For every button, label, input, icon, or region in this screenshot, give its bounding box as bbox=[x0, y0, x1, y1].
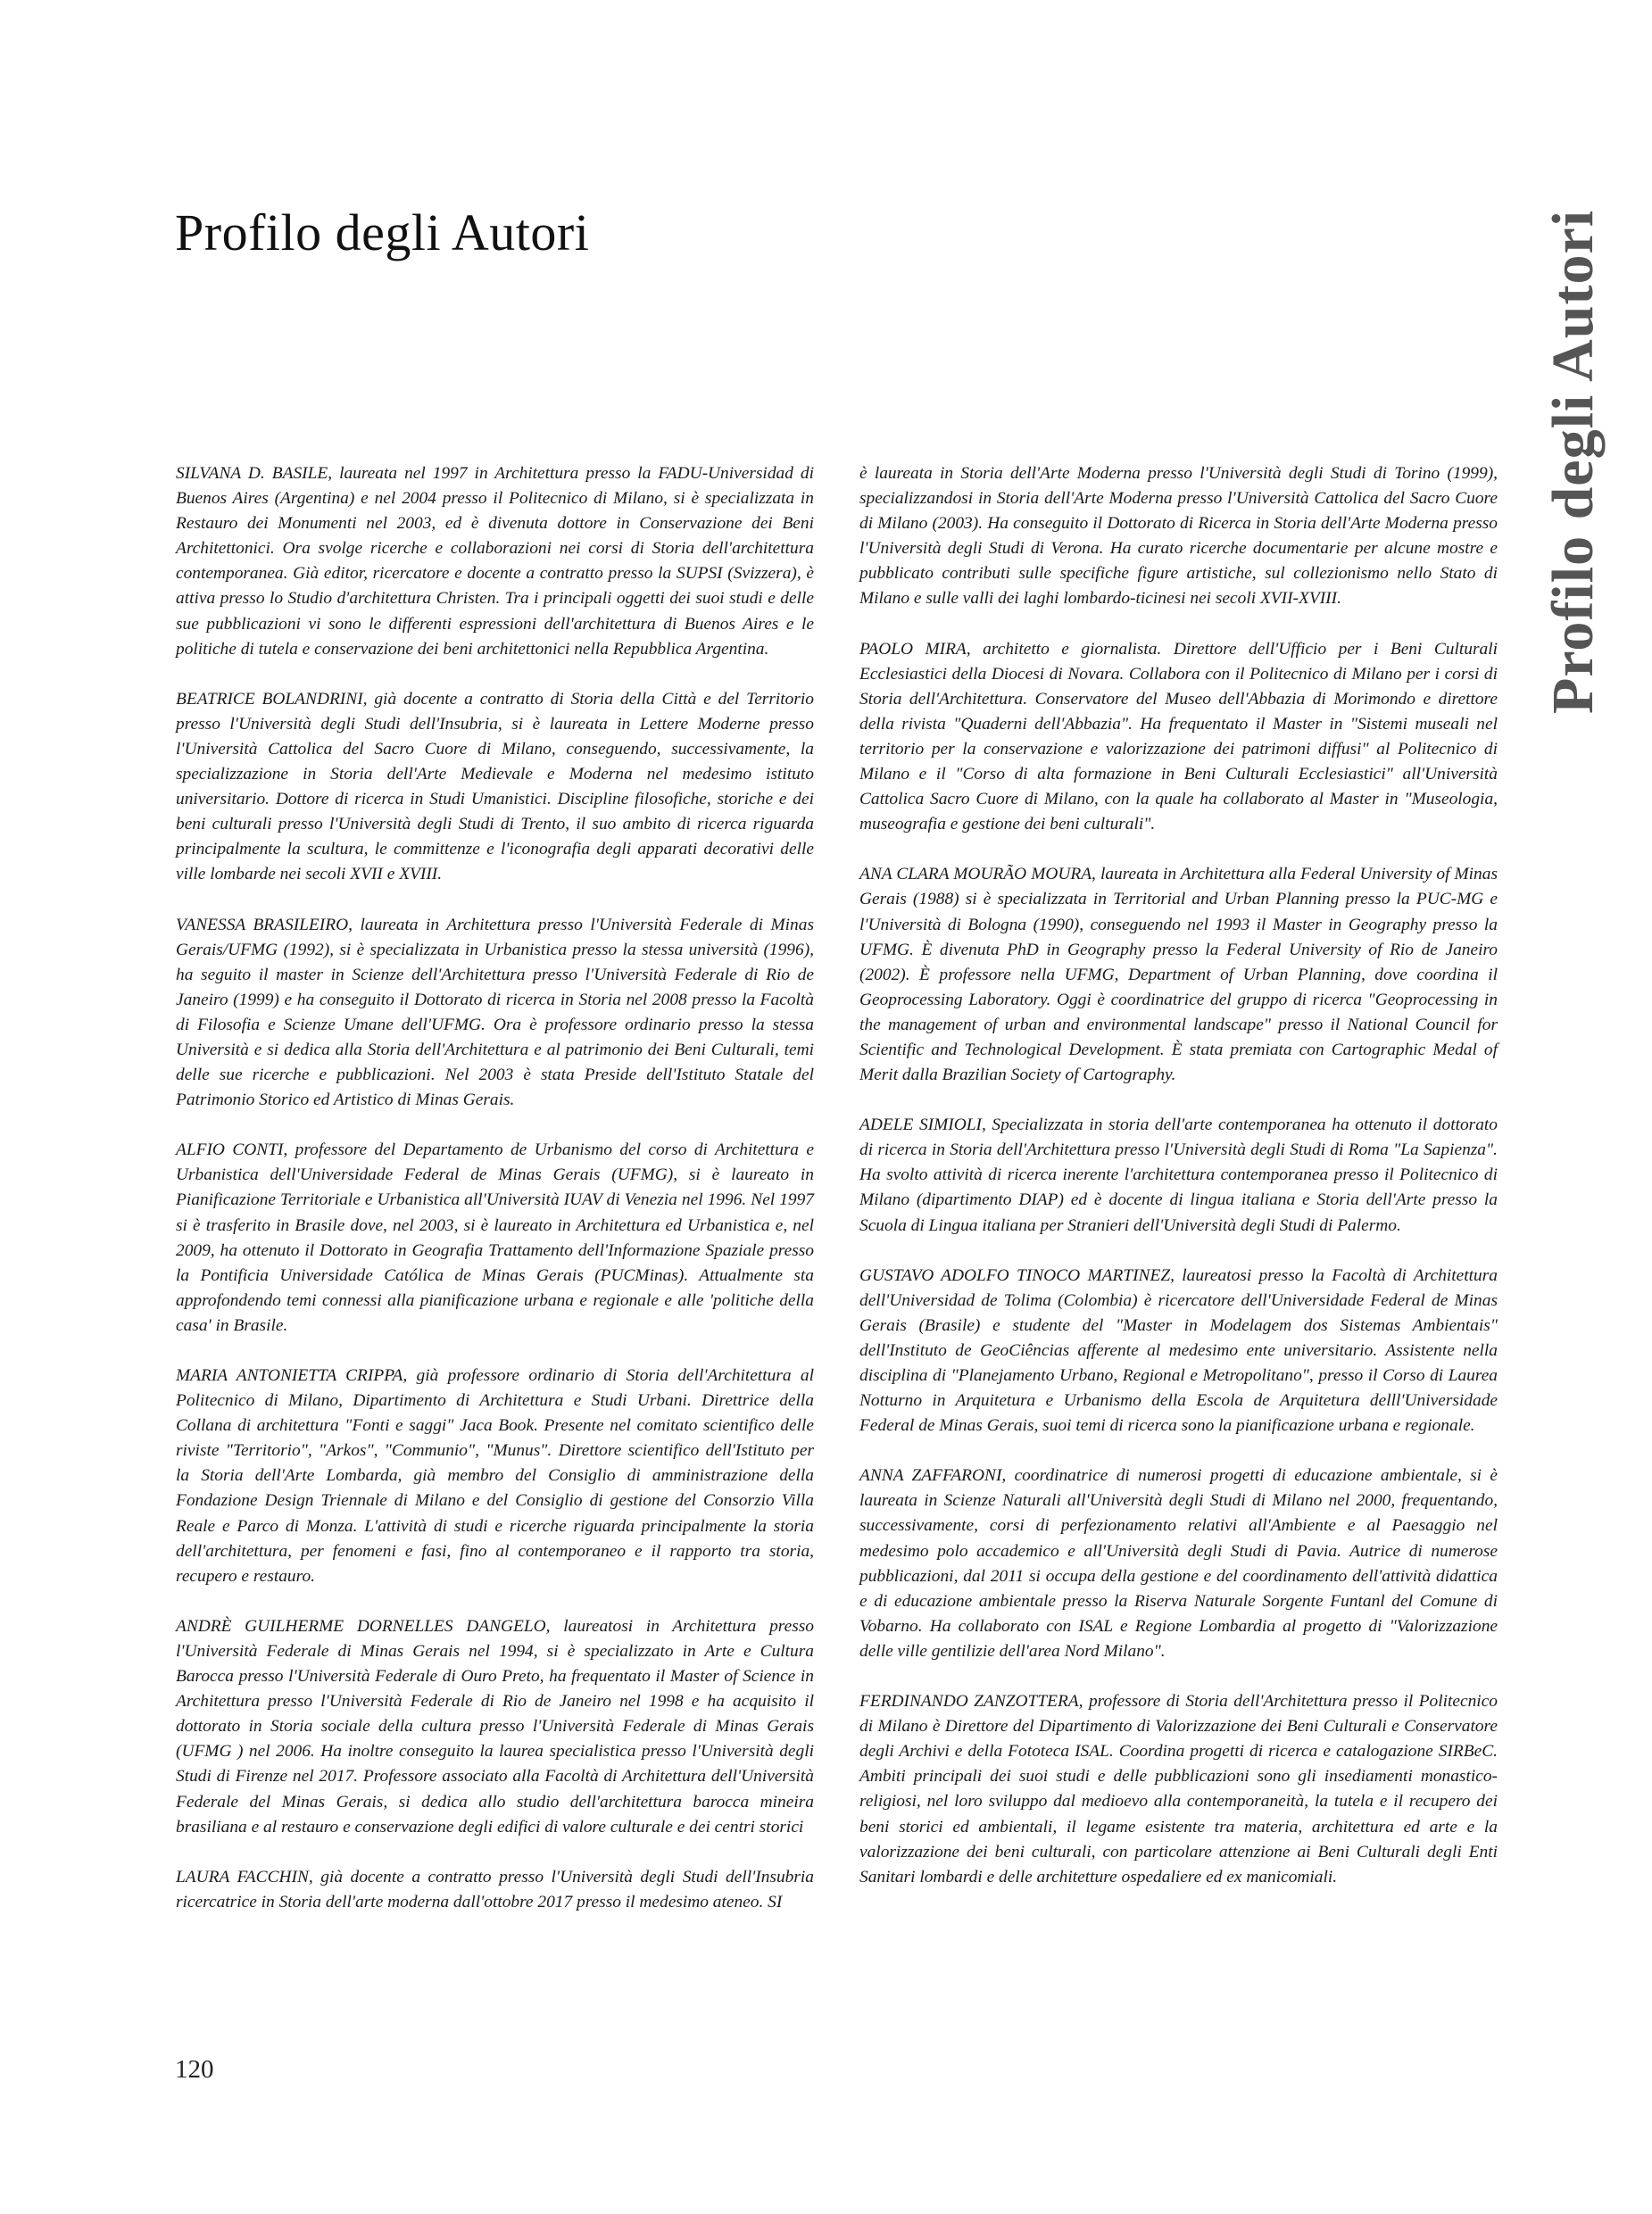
author-bio: FERDINANDO ZANZOTTERA, professore di Storia dell'Architettura presso il Politecnico di Milano è Direttore del Dipartimento di Valorizzazione dei Beni Culturali e Conservatore degli Archivi e della Fototeca ISAL. Coordina progetti di ricerca e catalogazione SIRBeC. Ambiti principali dei suoi studi e delle pubblicazioni sono gli insediamenti monastico-religiosi, nel loro sviluppo dal medioevo alla contemporaneità, la tutela e il recupero dei beni storici ed ambientali, il legame esistente tra materia, architettura ed arte e la valorizzazione dei beni culturali, con particolare attenzione ai Beni Culturali degli Enti Sanitari lombardi e delle architetture ospedaliere ed ex manicomiali. bbox=[859, 1692, 1498, 1886]
author-bio: ALFIO CONTI, professore del Departamento de Urbanismo del corso di Architettura e Urbanistica dell'Universidade Federal de Minas Gerais (UFMG), si è laureato in Pianificazione Territoriale e Urbanistica all'Università IUAV di Venezia nel 1996. Nel 1997 si è trasferito in Brasile dove, nel 2003, si è laureato in Architettura ed Urbanistica e, nel 2009, ha ottenuto il Dottorato in Geografia Trattamento dell'Informazione Spaziale presso la Pontificia Universidade Católica de Minas Gerais (PUCMinas). Attualmente sta approfondendo temi connessi alla pianificazione urbana e regionale e alle 'politiche della casa' in Brasile. bbox=[176, 1140, 814, 1335]
side-running-title: Profilo degli Autori bbox=[1540, 209, 1606, 714]
author-bio: LAURA FACCHIN, già docente a contratto presso l'Università degli Studi dell'Insubria ricercatrice in Storia dell'arte moderna dall'ottobre 2017 presso il medesimo ateneo. SI bbox=[176, 1867, 814, 1911]
page-title: Profilo degli Autori bbox=[175, 203, 590, 261]
right-column bbox=[859, 461, 1498, 1915]
author-bio: GUSTAVO ADOLFO TINOCO MARTINEZ, laureatosi presso la Facoltà di Architettura dell'Universidad de Tolima (Colombia) è ricercatore dell'Universidade Federal de Minas Gerais (Brasile) e studente del "Master in Modelagem dos Sistemas Ambientais" dell'Instituto de GeoCiências afferente al medesimo ente universitario. Assistente nella disciplina di "Planejamento Urbano, Regional e Metropolitano", presso il Corso di Laurea Notturno in Arquitetura e Urbanismo della Escola de Arquitetura delll'Universidade Federal de Minas Gerais, suoi temi di ricerca sono la pianificazione urbana e regionale. bbox=[859, 1265, 1498, 1436]
author-bio: PAOLO MIRA, architetto e giornalista. Direttore dell'Ufficio per i Beni Culturali Ecclesiastici della Diocesi di Novara. Collabora con il Politecnico di Milano per i corsi di Storia dell'Architettura. Conservatore del Museo dell'Abbazia di Morimondo e direttore della rivista "Quaderni dell'Abbazia". Ha frequentato il Master in "Sistemi museali nel territorio per la conservazione e valorizzazione dei patrimoni diffusi" al Politecnico di Milano e il "Corso di alta formazione in Beni Culturali Ecclesiastici" all'Università Cattolica Sacro Cuore di Milano, con la quale ha collaborato al Master in "Museologia, museografia e gestione dei beni culturali". bbox=[859, 639, 1498, 834]
author-bio: MARIA ANTONIETTA CRIPPA, già professore ordinario di Storia dell'Architettura al Politecnico di Milano, Dipartimento di Architettura e Studi Urbani. Direttrice della Collana di architettura "Fonti e saggi" Jaca Book. Presente nel comitato scientifico delle riviste "Territorio", "Arkos", "Communio", "Munus". Direttore scientifico dell'Istituto per la Storia dell'Arte Lombarda, già membro del Consiglio di amministrazione della Fondazione Design Triennale di Milano e del Consiglio di gestione del Consorzio Villa Reale e Parco di Monza. L'attività di studi e ricerche riguarda principalmente la storia dell'architettura, per fenomeni e fasi, fino al contemporaneo e il rapporto tra storia, recupero e restauro. bbox=[176, 1366, 814, 1586]
author-bio: ANDRÈ GUILHERME DORNELLES DANGELO, laureatosi in Architettura presso l'Università Federale di Minas Gerais nel 1994, si è specializzato in Arte e Cultura Barocca presso l'Università Federale di Ouro Preto, ha frequentato il Master of Science in Architettura presso l'Università Federale di Rio de Janeiro nel 1998 e ha acquisito il dottorato in Storia sociale della cultura presso l'Università Federale di Minas Gerais (UFMG ) nel 2006. Ha inoltre conseguito la laurea specialistica presso l'Università degli Studi di Firenze nel 2017. Professore associato alla Facoltà di Architettura dell'Università Federale del Minas Gerais, si dedica allo studio dell'architettura barocca mineira brasiliana e al restauro e conservazione degli edifici di valore culturale e dei centri storici bbox=[176, 1616, 814, 1837]
author-bio: è laureata in Storia dell'Arte Moderna presso l'Università degli Studi di Torino (1999), specializzandosi in Storia dell'Arte Moderna presso l'Università Cattolica del Sacro Cuore di Milano (2003). Ha conseguito il Dottorato di Ricerca in Storia dell'Arte Moderna presso l'Università degli Studi di Verona. Ha curato ricerche documentarie per alcune mostre e pubblicato contributi sulle specifiche figure artistiche, sul collezionismo nello Stato di Milano e sulle valli dei laghi lombardo-ticinesi nei secoli XVII-XVIII. bbox=[859, 464, 1498, 609]
author-bio: ADELE SIMIOLI, Specializzata in storia dell'arte contemporanea ha ottenuto il dottorato di ricerca in Storia dell'Architettura presso l'Università degli Studi di Roma "La Sapienza". Ha svolto attività di ricerca inerente l'architettura contemporanea presso il Politecnico di Milano (dipartimento DIAP) ed è docente di lingua italiana e Storia dell'Arte presso la Scuola di Lingua italiana per Stranieri dell'Università degli Studi di Palermo. bbox=[859, 1115, 1498, 1235]
page-number: 120 bbox=[175, 2055, 214, 2084]
author-bio: SILVANA D. BASILE, laureata nel 1997 in Architettura presso la FADU-Universidad di Buenos Aires (Argentina) e nel 2004 presso il Politecnico di Milano, si è specializzata in Restauro dei Monumenti nel 2003, ed è divenuta dottore in Conservazione dei Beni Architettonici. Ora svolge ricerche e collaborazioni nei corsi di Storia dell'architettura contemporanea. Già editor, ricercatore e docente a contratto presso la SUPSI (Svizzera), è attiva presso lo Studio d'architettura Christen. Tra i principali oggetti dei suoi studi e delle sue pubblicazioni vi sono le differenti espressioni dell'architettura di Buenos Aires e le politiche di tutela e conservazione dei beni architettonici nella Repubblica Argentina. bbox=[176, 464, 814, 659]
author-bio: VANESSA BRASILEIRO, laureata in Architettura presso l'Università Federale di Minas Gerais/UFMG (1992), si è specializzata in Urbanistica presso la stessa università (1996), ha seguito il master in Scienze dell'Architettura presso l'Università Federale di Rio de Janeiro (1999) e ha conseguito il Dottorato di ricerca in Storia nel 2008 presso la Facoltà di Filosofia e Scienze Umane dell'UFMG. Ora è professore ordinario presso la stessa Università e si dedica alla Storia dell'Architettura e al patrimonio dei Beni Culturali, temi delle sue ricerche e pubblicazioni. Nel 2003 è stata Preside dell'Istituto Statale del Patrimonio Storico ed Artistico di Minas Gerais. bbox=[176, 915, 814, 1110]
author-bio: BEATRICE BOLANDRINI, già docente a contratto di Storia della Città e del Territorio presso l'Università degli Studi dell'Insubria, si è laureata in Lettere Moderne presso l'Università Cattolica del Sacro Cuore di Milano, conseguendo, successivamente, la specializzazione in Storia dell'Arte Medievale e Moderna nel medesimo istituto universitario. Dottore di ricerca in Studi Umanistici. Discipline filosofiche, storiche e dei beni culturali presso l'Università degli Studi di Trento, il suo ambito di ricerca riguarda principalmente la scultura, le committenze e l'iconografia degli apparati decorativi delle ville lombarde nei secoli XVII e XVIII. bbox=[176, 689, 814, 884]
author-bio: ANNA ZAFFARONI, coordinatrice di numerosi progetti di educazione ambientale, si è laureata in Scienze Naturali all'Università degli Studi di Milano nel 2000, frequentando, successivamente, corsi di perfezionamento relativi all'Ambiente e al Paesaggio nel medesimo polo accademico e all'Università degli Studi di Pavia. Autrice di numerose pubblicazioni, dal 2011 si occupa della gestione e del coordinamento dell'attività didattica e di educazione ambientale presso la Riserva Naturale Sorgente Funtanl del Comune di Vobarno. Ha collaborato con ISAL e Regione Lombardia al progetto di "Valorizzazione delle ville gentilizie dell'area Nord Milano". bbox=[859, 1466, 1498, 1661]
author-bio: ANA CLARA MOURÃO MOURA, laureata in Architettura alla Federal University of Minas Gerais (1988) si è specializzata in Territorial and Urban Planning presso la PUC-MG e l'Università di Bologna (1990), conseguendo nel 1993 il Master in Geography presso la UFMG. È divenuta PhD in Geography presso la Federal University of Rio de Janeiro (2002). È professore nella UFMG, Department of Urban Planning, dove coordina il Geoprocessing Laboratory. Oggi è coordinatrice del gruppo di ricerca "Geoprocessing in the management of urban and environmental landscape" presso il National Council for Scientific and Technological Development. È stata premiata con Cartographic Medal of Merit dalla Brazilian Society of Cartography. bbox=[859, 865, 1498, 1085]
left-column bbox=[176, 461, 814, 1940]
